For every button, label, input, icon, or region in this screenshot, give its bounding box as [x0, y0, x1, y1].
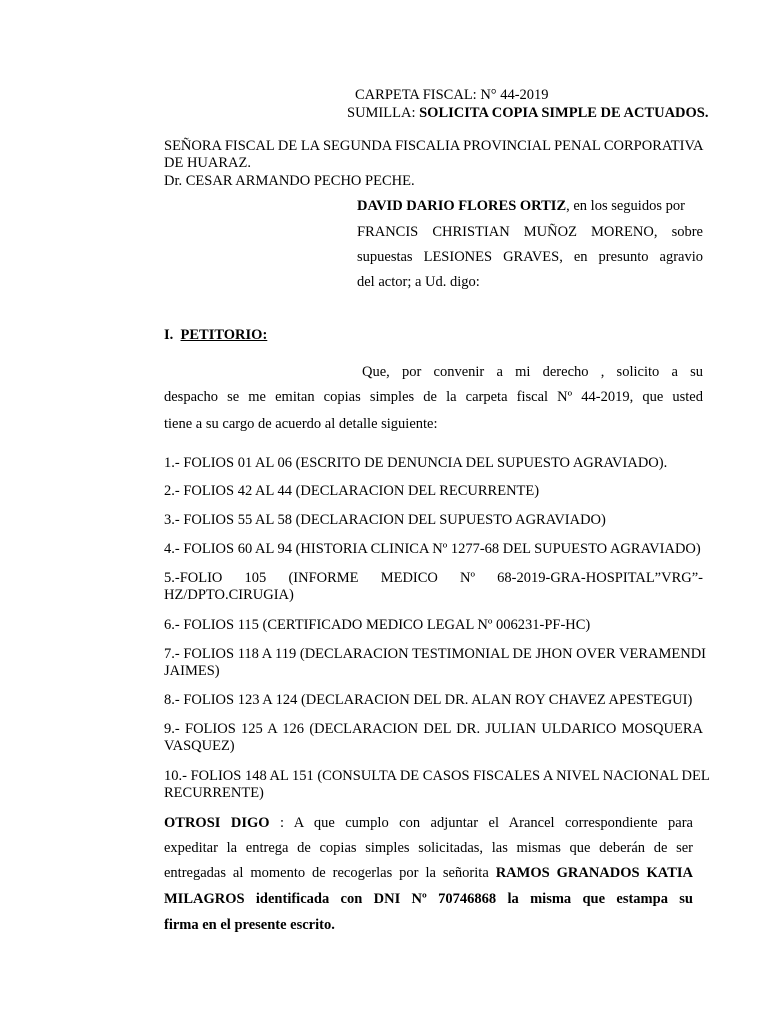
petitioner-name: DAVID DARIO FLORES ORTIZ: [357, 198, 567, 214]
list-item-continuation: JAIMES): [164, 663, 220, 679]
list-item: 4.- FOLIOS 60 AL 94 (HISTORIA CLINICA Nº 1277-68 DEL SUPUESTO AGRAVIADO): [164, 541, 701, 557]
list-item-continuation: VASQUEZ): [164, 738, 235, 754]
otrosi-line-3-pre: entregadas al momento de recogerlas por la señorita: [164, 865, 496, 881]
list-item: 7.- FOLIOS 118 A 119 (DECLARACION TESTIMONIAL DE JHON OVER VERAMENDI: [164, 646, 706, 662]
intro-line-1-rest: , en los seguidos por: [566, 198, 685, 214]
addressee-line-1: SEÑORA FISCAL DE LA SEGUNDA FISCALIA PROVINCIAL PENAL CORPORATIVA: [164, 138, 704, 154]
intro-line-2: FRANCIS CHRISTIAN MUÑOZ MORENO, sobre: [357, 224, 703, 240]
list-item: 1.- FOLIOS 01 AL 06 (ESCRITO DE DENUNCIA DEL SUPUESTO AGRAVIADO).: [164, 455, 668, 471]
list-item: 5.-FOLIO 105 (INFORME MEDICO Nº 68-2019-GRA-HOSPITAL”VRG”-: [164, 570, 703, 586]
list-item: 9.- FOLIOS 125 A 126 (DECLARACION DEL DR. JULIAN ULDARICO MOSQUERA: [164, 721, 703, 737]
section-number: I.: [164, 327, 174, 343]
otrosi-line-5: firma en el presente escrito.: [164, 917, 335, 933]
authorized-person-name: RAMOS GRANADOS KATIA: [495, 865, 693, 881]
list-item-continuation: RECURRENTE): [164, 785, 264, 801]
otrosi-line-2: expeditar la entrega de copias simples solicitadas, las mismas que deberán de ser: [164, 840, 693, 856]
carpeta-fiscal-label: CARPETA FISCAL: N° 44-2019: [355, 87, 549, 103]
list-item: 2.- FOLIOS 42 AL 44 (DECLARACION DEL RECURRENTE): [164, 483, 540, 499]
sumilla-label: SUMILLA:: [347, 105, 416, 121]
addressee-line-2: DE HUARAZ.: [164, 155, 251, 171]
petition-line-1: Que, por convenir a mi derecho , solicito a su: [362, 364, 703, 380]
intro-line-3: supuestas LESIONES GRAVES, en presunto agravio: [357, 249, 703, 265]
intro-line-1: [357, 198, 703, 215]
otrosi-line-1: [164, 815, 693, 832]
sumilla-value: SOLICITA COPIA SIMPLE DE ACTUADOS.: [419, 105, 709, 121]
addressee-line-3: Dr. CESAR ARMANDO PECHO PECHE.: [164, 173, 415, 189]
list-item: 6.- FOLIOS 115 (CERTIFICADO MEDICO LEGAL Nº 006231-PF-HC): [164, 617, 591, 633]
list-item-continuation: HZ/DPTO.CIRUGIA): [164, 587, 294, 603]
list-item: 8.- FOLIOS 123 A 124 (DECLARACION DEL DR. ALAN ROY CHAVEZ APESTEGUI): [164, 692, 693, 708]
petition-line-3: tiene a su cargo de acuerdo al detalle siguiente:: [164, 416, 438, 432]
list-item: 10.- FOLIOS 148 AL 151 (CONSULTA DE CASOS FISCALES A NIVEL NACIONAL DEL: [164, 768, 710, 784]
otrosi-line-1-rest: : A que cumplo con adjuntar el Arancel correspondiente para: [269, 815, 693, 831]
otrosi-line-3: [164, 865, 693, 882]
section-heading: [164, 327, 267, 344]
section-title: PETITORIO:: [180, 327, 268, 343]
sumilla-line: [347, 105, 709, 122]
petition-line-2: despacho se me emitan copias simples de la carpeta fiscal Nº 44-2019, que usted: [164, 389, 703, 405]
intro-line-4: del actor; a Ud. digo:: [357, 274, 480, 290]
otrosi-line-4: MILAGROS identificada con DNI Nº 70746868 la misma que estampa su: [164, 891, 693, 907]
list-item: 3.- FOLIOS 55 AL 58 (DECLARACION DEL SUPUESTO AGRAVIADO): [164, 512, 606, 528]
otrosi-label: OTROSI DIGO: [164, 815, 270, 831]
